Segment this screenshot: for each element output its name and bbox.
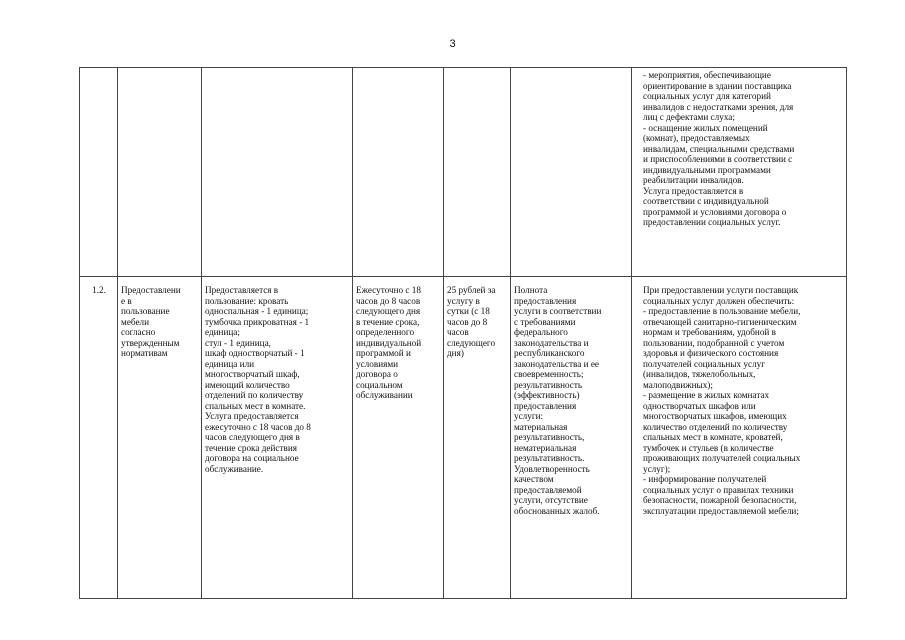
cell-service-price: 25 рублей за услугу в сутки (с 18 часов до 8 часов следующего дня) — [444, 277, 511, 599]
cell-service-description: Предоставляется в пользование: кровать односпальная - 1 единица; тумбочка прикроватная - 1 единица; стул - 1 единица, шкаф одностворчатый - 1 единица или многостворчатый шкаф, имеющий количество отделений по количеству спальных мест в комнате. Услуга предоставляется ежесуточно с 18 часов до 8 часов следующего дня в течение срока действия договора на социальное обслуживание. — [202, 277, 353, 599]
cell-number: 1.2. — [80, 277, 118, 599]
cell-service-description — [202, 68, 353, 277]
cell-provision-conditions: - мероприятия, обеспечивающие ориентирование в здании поставщика социальных услуг для категорий инвалидов с недостатками зрения, для лиц с дефектами слуха; - оснащение жилых помещений (комнат), предоставляемых инвалидам, специальными средствами и приспособлениями в соответствии с индивидуальными программами реабилитации инвалидов. Услуга предоставляется в соответствии с индивидуальной программой и условиями договора о предоставлении социальных услуг. — [632, 68, 847, 277]
cell-service-name — [118, 68, 202, 277]
cell-service-schedule: Ежесуточно с 18 часов до 8 часов следующего дня в течение срока, определенного индивидуальной программой и условиями договора о социальном обслуживании — [353, 277, 444, 599]
cell-quality-indicators — [511, 68, 632, 277]
table-row — [80, 68, 847, 277]
page-number: 3 — [449, 38, 456, 50]
services-table — [79, 67, 847, 599]
table-row — [80, 277, 847, 599]
cell-number — [80, 68, 118, 277]
cell-service-name: Предоставлени е в пользование мебели согласно утвержденным нормативам — [118, 277, 202, 599]
cell-quality-indicators: Полнота предоставления услуги в соответствии с требованиями федерального законодательства и республиканского законодательства и ее своевременность; результативность (эффективность) предоставления услуги: материальная результативность, нематериальная результативность. Удовлетворенность качеством предоставляемой услуги, отсутствие обоснованных жалоб. — [511, 277, 632, 599]
cell-service-schedule — [353, 68, 444, 277]
cell-provision-conditions: При предоставлении услуги поставщик социальных услуг должен обеспечить: - предоставление в пользование мебели, отвечающей санитарно-гигиеническим нормам и требованиям, удобной в пользовании, подобранной с учетом здоровья и физического состояния получателей социальных услуг (инвалидов, тяжелобольных, малоподвижных); - размещение в жилых комнатах одностворчатых шкафов или многостворчатых шкафов, имеющих количество отделений по количеству спальных мест в комнате, кроватей, тумбочек и стульев (в количестве проживающих получателей социальных услуг); - информирование получателей социальных услуг о правилах техники безопасности, пожарной безопасности, эксплуатации предоставляемой мебели; — [632, 277, 847, 599]
cell-service-price — [444, 68, 511, 277]
